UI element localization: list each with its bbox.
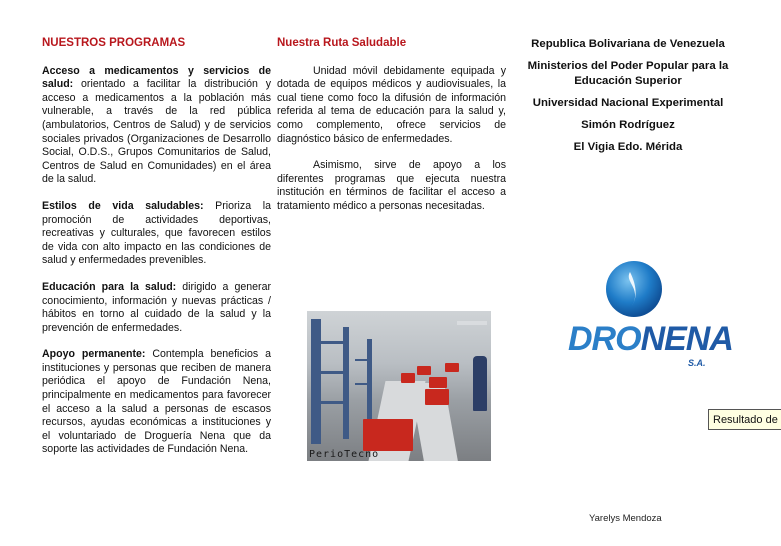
- route-heading: Nuestra Ruta Saludable: [277, 37, 407, 49]
- program-item: Apoyo permanente: Contempla beneficios a instituciones y personas que reciben de manera periódica el apoyo de Fundación Nena, principalmente en medicamentos para favorecer el acceso a la salud a personas de escasos recursos, ayudas económicas a instituciones y el voluntariado de Droguería Nena que da soporte las actividades de Fundación Nena.: [42, 348, 272, 456]
- institution-line: Republica Bolivariana de Venezuela: [531, 38, 725, 50]
- shelf-bar: [321, 371, 343, 374]
- red-crate: [445, 363, 459, 372]
- shelf-bar: [355, 359, 371, 361]
- shelf-post: [343, 327, 349, 439]
- route-paragraph-2: Asimismo, sirve de apoyo a los diferentes programas que ejecuta nuestra institución en términos de facilitar el acceso a tratamiento médico a personas necesitadas.: [277, 159, 506, 212]
- shelf-post: [311, 319, 321, 444]
- programs-column: [42, 37, 271, 470]
- photo-caption: PerioTecno: [309, 449, 380, 460]
- red-crate: [401, 373, 415, 383]
- shelf-bar: [355, 383, 371, 385]
- institution-line: El Vigia Edo. Mérida: [573, 141, 683, 153]
- image-tooltip: Resultado de: [708, 409, 781, 430]
- institution-line: Universidad Nacional Experimental: [532, 97, 724, 109]
- program-item: Estilos de vida saludables: Prioriza la promoción de actividades deportivas, recreativas y culturales, que favorecen estilos de vida con alto impacto en las condiciones de salud y enfermedades prevenibles.: [42, 199, 271, 267]
- author-name: Yarelys Mendoza: [589, 513, 662, 524]
- shelf-bar: [321, 401, 343, 404]
- program-item: Educación para la salud: dirigido a generar conocimiento, información y nuevas prácticas / hábitos en torno al cuidado de la salud y la prevención de enfermedades.: [42, 280, 271, 334]
- warehouse-photo: [307, 311, 491, 461]
- program-item: Acceso a medicamentos y servicios de salud: orientado a facilitar la distribución y acceso a medicamentos a la población más vulnerable, a través de la red pública (ambulatorios, Centros de Salud) y de servicios sociales privados (Organizaciones de Desarrollo Social, O.D.S., Grupos Comunitarios de Salud, Centros de Salud en Comunidades) en el área de la salud.: [42, 64, 271, 186]
- institution-line: Simón Rodríguez: [581, 119, 675, 131]
- ceiling-beam: [457, 321, 487, 325]
- red-crate: [417, 366, 431, 375]
- programs-heading: NUESTROS PROGRAMAS: [42, 37, 186, 49]
- logo-sa: S.A.: [688, 358, 706, 368]
- institution-column: [513, 37, 743, 162]
- worker: [473, 356, 487, 411]
- red-crate: [425, 389, 449, 405]
- institution-line: Ministerios del Poder Popular para la Educación Superior: [527, 60, 729, 87]
- logo-wordmark: DRONENA: [568, 320, 733, 358]
- shelf-bar: [321, 341, 343, 344]
- red-crate: [363, 419, 413, 451]
- route-paragraph-1: Unidad móvil debidamente equipada y dotada de equipos médicos y audiovisuales, la cual tiene como foco la difusión de información referida al tema de educación para la salud y, como complemento, ofrece servicios de diagnóstico básico de enfermedades.: [277, 64, 506, 145]
- route-column: [277, 37, 506, 227]
- red-crate: [429, 377, 447, 388]
